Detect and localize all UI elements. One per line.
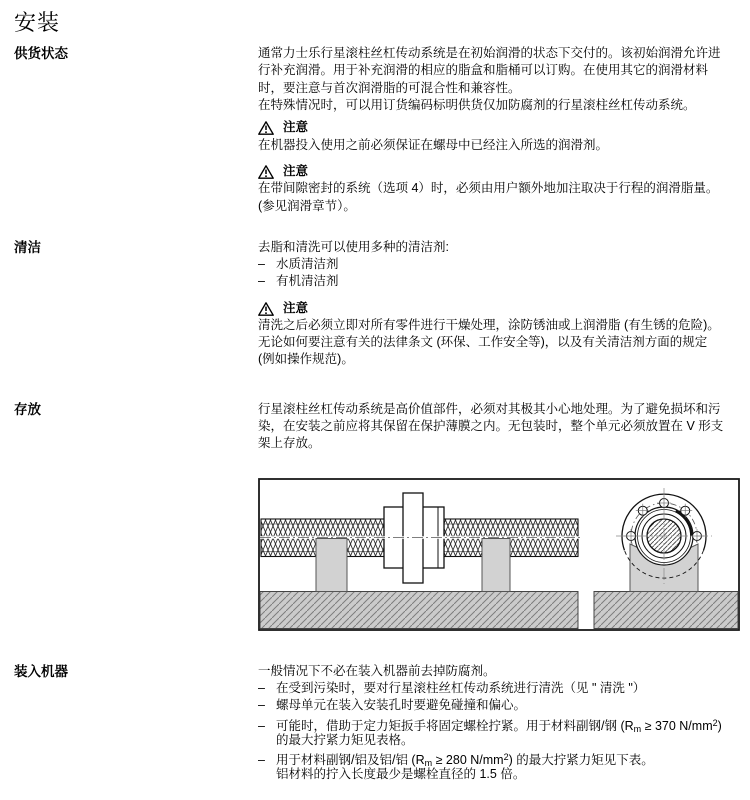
list-item xyxy=(258,697,526,714)
section-label-install: 装入机器 xyxy=(14,664,68,679)
notice-title: 注意 xyxy=(283,164,309,178)
storage-para-line: 架上存放。 xyxy=(258,436,321,450)
page-title: 安装 xyxy=(14,10,61,35)
delivery-para-line: 通常力士乐行星滚柱丝杠传动系统是在初始润滑的状态下交付的。该初始润滑允许进 xyxy=(258,46,721,60)
list-item-text: 用于材料副钢/铝及铝/铝 ($R_m \ge 280$ $N/mm^2$) 的最大拧紧力矩见下表。 xyxy=(276,752,654,768)
list-item xyxy=(258,680,645,697)
list-item-text: 有机清洁剂 xyxy=(276,274,339,288)
notice-body-line: 无论如何要注意有关的法律条文 (环保、工作安全等)，以及有关清洁剂方面的规定 xyxy=(258,335,708,349)
list-item-text: 水质清洁剂 xyxy=(276,257,339,271)
list-item-text: 在受到污染时，要对行星滚柱丝杠传动系统进行清洗（见 " 清洗 "） xyxy=(276,681,646,695)
list-item-text: 螺母单元在装入安装孔时要避免碰撞和偏心。 xyxy=(276,698,527,712)
delivery-para-line: 时，要注意与首次润滑脂的可混合性和兼容性。 xyxy=(258,81,521,95)
bullet-dash: – xyxy=(258,257,265,271)
storage-figure xyxy=(258,478,740,631)
notice-body-line: 在机器投入使用之前必须保证在螺母中已经注入所选的润滑剂。 xyxy=(258,138,609,152)
bullet-dash: – xyxy=(258,274,265,288)
section-label-cleaning: 清洁 xyxy=(14,240,41,255)
notice-title: 注意 xyxy=(283,301,309,315)
delivery-para-line: 行补充润滑。用于补充润滑的相应的脂盒和脂桶可以订购。在使用其它的润滑材料 xyxy=(258,63,709,77)
notice-header xyxy=(258,300,308,317)
install-intro: 一般情况下不必在装入机器前去掉防腐剂。 xyxy=(258,664,496,678)
bullet-dash: – xyxy=(258,753,265,767)
bullet-dash: – xyxy=(258,681,265,695)
list-item xyxy=(258,256,339,273)
warning-icon xyxy=(258,121,274,135)
delivery-para-line: 在特殊情况时，可以用订货编码标明供货仅加防腐剂的行星滚柱丝杠传动系统。 xyxy=(258,98,696,112)
warning-icon xyxy=(258,165,274,179)
notice-body-line: (例如操作规范)。 xyxy=(258,352,354,366)
notice-body-line: 在带间隙密封的系统（选项 4）时，必须由用户额外地加注取决于行程的润滑脂量。 xyxy=(258,181,719,195)
storage-para-line: 行星滚柱丝杠传动系统是高价值部件，必须对其极其小心地处理。为了避免损坏和污 xyxy=(258,402,721,416)
figure-base xyxy=(260,592,738,629)
list-item xyxy=(258,715,722,732)
list-item xyxy=(258,273,339,290)
cleaning-intro: 去脂和清洗可以使用多种的清洁剂: xyxy=(258,240,449,254)
notice-body-line: 清洗之后必须立即对所有零件进行干燥处理，涂防锈油或上润滑脂 (有生锈的危险)。 xyxy=(258,318,720,332)
notice-header xyxy=(258,119,308,136)
notice-body-line: (参见润滑章节）。 xyxy=(258,199,356,213)
list-item xyxy=(258,749,654,766)
notice-title: 注意 xyxy=(283,120,309,134)
section-label-storage: 存放 xyxy=(14,402,41,417)
notice-header xyxy=(258,163,308,180)
list-item-continuation: 铝材料的拧入长度最少是螺栓直径的 1.5 倍。 xyxy=(276,767,526,781)
list-item-text: 可能时，借助于定力矩扳手将固定螺栓拧紧。用于材料副钢/钢 ($R_m \ge 370$ $N/mm^2$) xyxy=(276,718,722,734)
list-item-continuation: 的最大拧紧力矩见表格。 xyxy=(276,733,414,747)
bullet-dash: – xyxy=(258,698,265,712)
section-label-delivery: 供货状态 xyxy=(14,46,68,61)
bullet-dash: – xyxy=(258,719,265,733)
warning-icon xyxy=(258,302,274,316)
storage-para-line: 染，在安装之前应将其保留在保护薄膜之内。无包装时，整个单元必须放置在 V 形支 xyxy=(258,419,724,433)
